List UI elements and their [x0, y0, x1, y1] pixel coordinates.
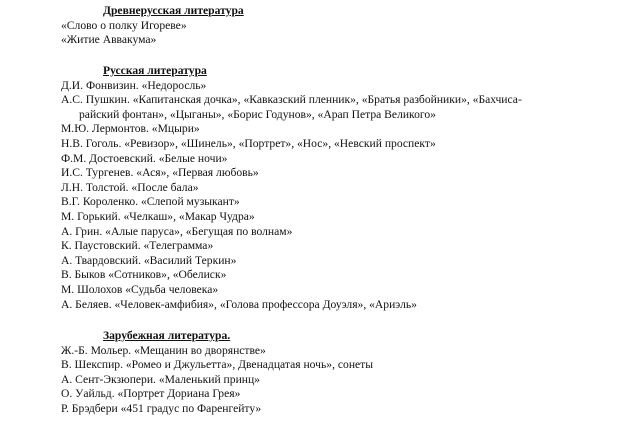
section-foreign-literature	[0, 329, 621, 417]
list-item: Ф.М. Достоевский. «Белые ночи»	[61, 151, 228, 165]
list-item: А. Грин. «Алые паруса», «Бегущая по волнам»	[61, 224, 293, 238]
list-item: В. Шекспир. «Ромео и Джульетта», Двенадцатая ночь», сонеты	[61, 358, 374, 372]
list-item: И.С. Тургенев. «Ася», «Первая любовь»	[61, 166, 259, 180]
list-item: А. Твардовский. «Василий Теркин»	[61, 253, 237, 267]
section-russian-literature	[0, 64, 621, 312]
list-item: М.Ю. Лермонтов. «Мцыри»	[61, 122, 200, 136]
list-item: О. Уайльд. «Портрет Дориана Грея»	[61, 387, 241, 401]
list-item: «Слово о полку Игореве»	[61, 18, 187, 32]
list-item: Ж.-Б. Мольер. «Мещанин во дворянстве»	[61, 343, 266, 357]
list-item: А. Беляев. «Человек-амфибия», «Голова профессора Доуэля», «Ариэль»	[61, 297, 417, 311]
section-old-russian-literature	[0, 4, 621, 48]
list-item: «Житие Аввакума»	[61, 33, 157, 47]
list-item: В. Быков «Сотников», «Обелиск»	[61, 268, 227, 282]
list-item: Р. Брэдбери «451 градус по Фаренгейту»	[61, 401, 262, 415]
list-item: Л.Н. Толстой. «После бала»	[61, 180, 199, 194]
list-item: В.Г. Короленко. «Слепой музыкант»	[61, 195, 240, 209]
list-item: К. Паустовский. «Телеграмма»	[61, 239, 214, 253]
list-item: Д.И. Фонвизин. «Недоросль»	[61, 78, 207, 92]
section-heading: Русская литература	[103, 64, 207, 77]
section-heading: Зарубежная литература.	[103, 329, 231, 342]
list-item: А. Сент-Экзюпери. «Маленький принц»	[61, 372, 260, 386]
list-item: М. Горький. «Челкаш», «Макар Чудра»	[61, 209, 255, 223]
list-item: А.С. Пушкин. «Капитанская дочка», «Кавказский пленник», «Братья разбойники», «Бахчиса-	[61, 93, 522, 107]
list-item: М. Шолохов «Судьба человека»	[61, 282, 219, 296]
list-item: Н.В. Гоголь. «Ревизор», «Шинель», «Портрет», «Нос», «Невский проспект»	[61, 136, 436, 150]
list-item-continuation: райский фонтан», «Цыганы», «Борис Годунов», «Арап Петра Великого»	[79, 107, 436, 121]
section-heading: Древнерусская литература	[103, 4, 244, 17]
